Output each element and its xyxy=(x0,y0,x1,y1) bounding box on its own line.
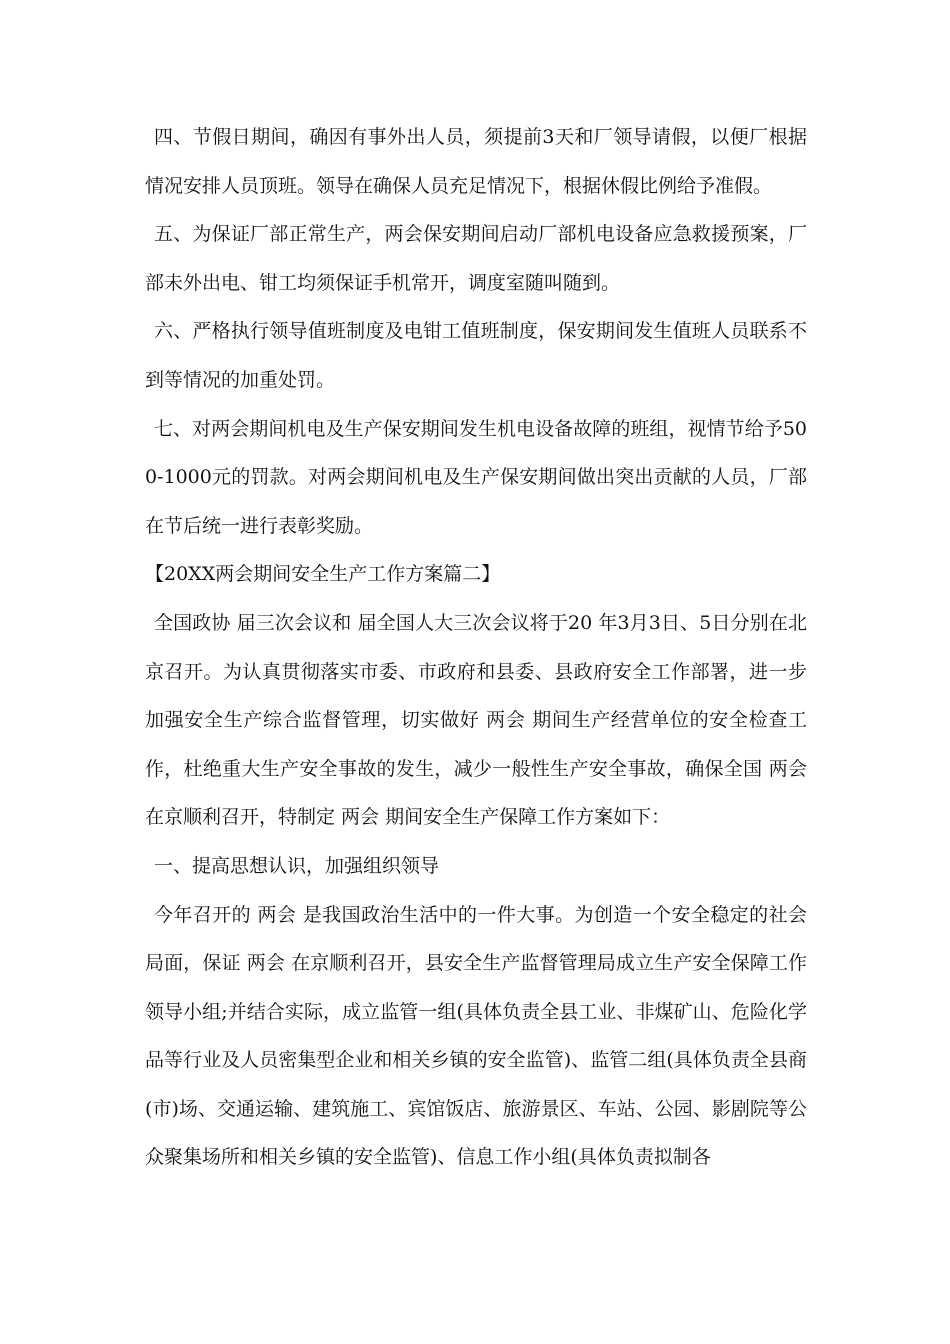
paragraph-holiday-leave: 四、节假日期间，确因有事外出人员，须提前3天和厂领导请假，以便厂根据情况安排人员顶班。领导在确保人员充足情况下，根据休假比例给予准假。 xyxy=(145,126,807,197)
paragraph-duty-system: 六、严格执行领导值班制度及电钳工值班制度，保安期间发生值班人员联系不到等情况的加重处罚。 xyxy=(145,320,807,391)
document-body xyxy=(145,113,807,1182)
paragraph-leadership-group: 今年召开的 两会 是我国政治生活中的一件大事。为创造一个安全稳定的社会局面，保证 两会 在京顺利召开，县安全生产监督管理局成立生产安全保障工作领导小组;并结合实际，成立监管一组(具体负责全县工业、非煤矿山、危险化学品等行业及人员密集型企业和相关乡镇的安全监管)、监管二组(具体负责全县商(市)场、交通运输、建筑施工、宾馆饭店、旅游景区、车站、公园、影剧院等公众聚集场所和相关乡镇的安全监管)、信息工作小组(具体负责拟制各 xyxy=(145,903,807,1169)
section-heading-part-two: 【20XX两会期间安全生产工作方案篇二】 xyxy=(145,563,501,586)
subheading-organization: 一、提高思想认识，加强组织领导 xyxy=(154,854,440,877)
paragraph-emergency-plan: 五、为保证厂部正常生产，两会保安期间启动厂部机电设备应急救援预案，厂部未外出电、钳工均须保证手机常开，调度室随叫随到。 xyxy=(145,223,807,294)
paragraph-penalty-reward: 七、对两会期间机电及生产保安期间发生机电设备故障的班组，视情节给予500-1000元的罚款。对两会期间机电及生产保安期间做出突出贡献的人员，厂部在节后统一进行表彰奖励。 xyxy=(145,417,807,537)
paragraph-intro: 全国政协 届三次会议和 届全国人大三次会议将于20 年3月3日、5日分别在北京召开。为认真贯彻落实市委、市政府和县委、县政府安全工作部署，进一步加强安全生产综合监督管理，切实做好 两会 期间生产经营单位的安全检查工作，杜绝重大生产安全事故的发生，减少一般性生产安全事故，确保全国 两会 在京顺利召开，特制定 两会 期间安全生产保障工作方案如下： xyxy=(145,611,807,829)
